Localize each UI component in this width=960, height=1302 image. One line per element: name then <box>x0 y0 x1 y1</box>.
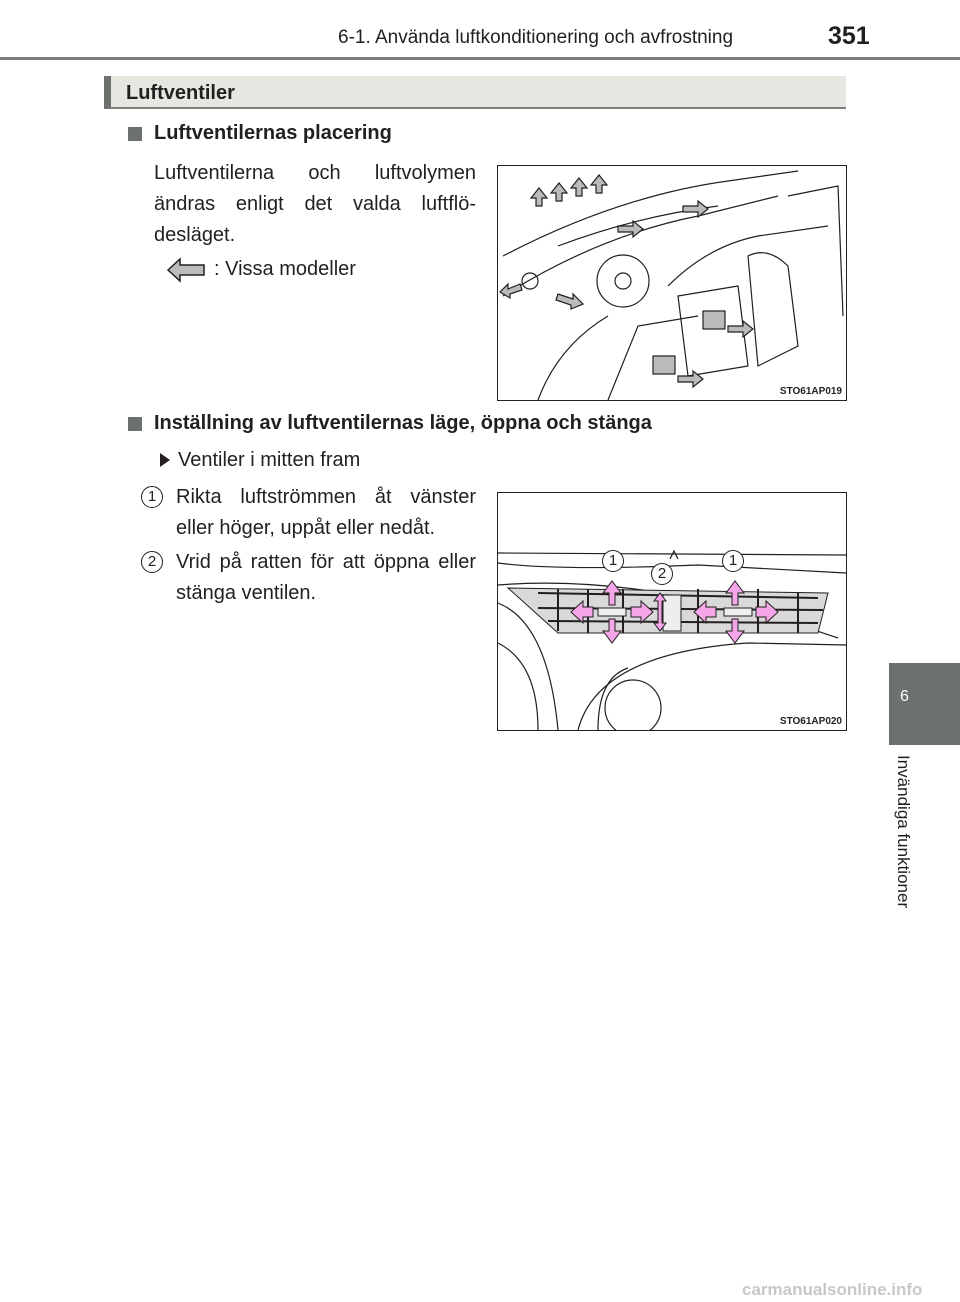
figure-center-vents <box>497 492 847 731</box>
callout-number: 2 <box>651 563 673 585</box>
watermark: carmanualsonline.info <box>742 1280 923 1299</box>
chapter-tab-label: Invändiga funktioner <box>894 755 913 909</box>
step-number: 1 <box>141 486 163 508</box>
page-number: 351 <box>828 22 870 50</box>
square-bullet-icon <box>128 417 142 431</box>
legend-text: : Vissa modeller <box>214 258 356 280</box>
bullet-text: Ventiler i mitten fram <box>178 449 361 471</box>
subsection-title: Inställning av luftventilernas läge, öppna och stänga <box>154 412 652 434</box>
figure-code: STO61AP019 <box>779 386 842 397</box>
callout-number: 1 <box>602 550 624 572</box>
chapter-title: 6-1. Använda luftkonditionering och avfrostning <box>338 27 734 48</box>
vent-illustration <box>498 493 846 730</box>
figure-code: STO61AP020 <box>779 716 842 727</box>
callout-number: 1 <box>722 550 744 572</box>
header-rule <box>0 57 960 60</box>
section-title: Luftventiler <box>126 82 235 104</box>
triangle-bullet-icon <box>160 453 170 467</box>
subsection-title: Luftventilernas placering <box>154 122 392 144</box>
chapter-tab-number: 6 <box>900 688 909 705</box>
step-text: Rikta luftströmmen åt vänster eller höger, uppåt eller nedåt. <box>176 486 476 539</box>
cabin-illustration <box>498 166 846 400</box>
vent-arrow-legend-icon <box>166 256 206 284</box>
step-number: 2 <box>141 551 163 573</box>
step-text: Vrid på ratten för att öppna eller stänga ventilen. <box>176 551 476 604</box>
square-bullet-icon <box>128 127 142 141</box>
figure-vent-locations <box>497 165 847 401</box>
paragraph: Luftventilerna och luftvolymen ändras enligt det valda luftflö-desläget. <box>154 162 476 246</box>
